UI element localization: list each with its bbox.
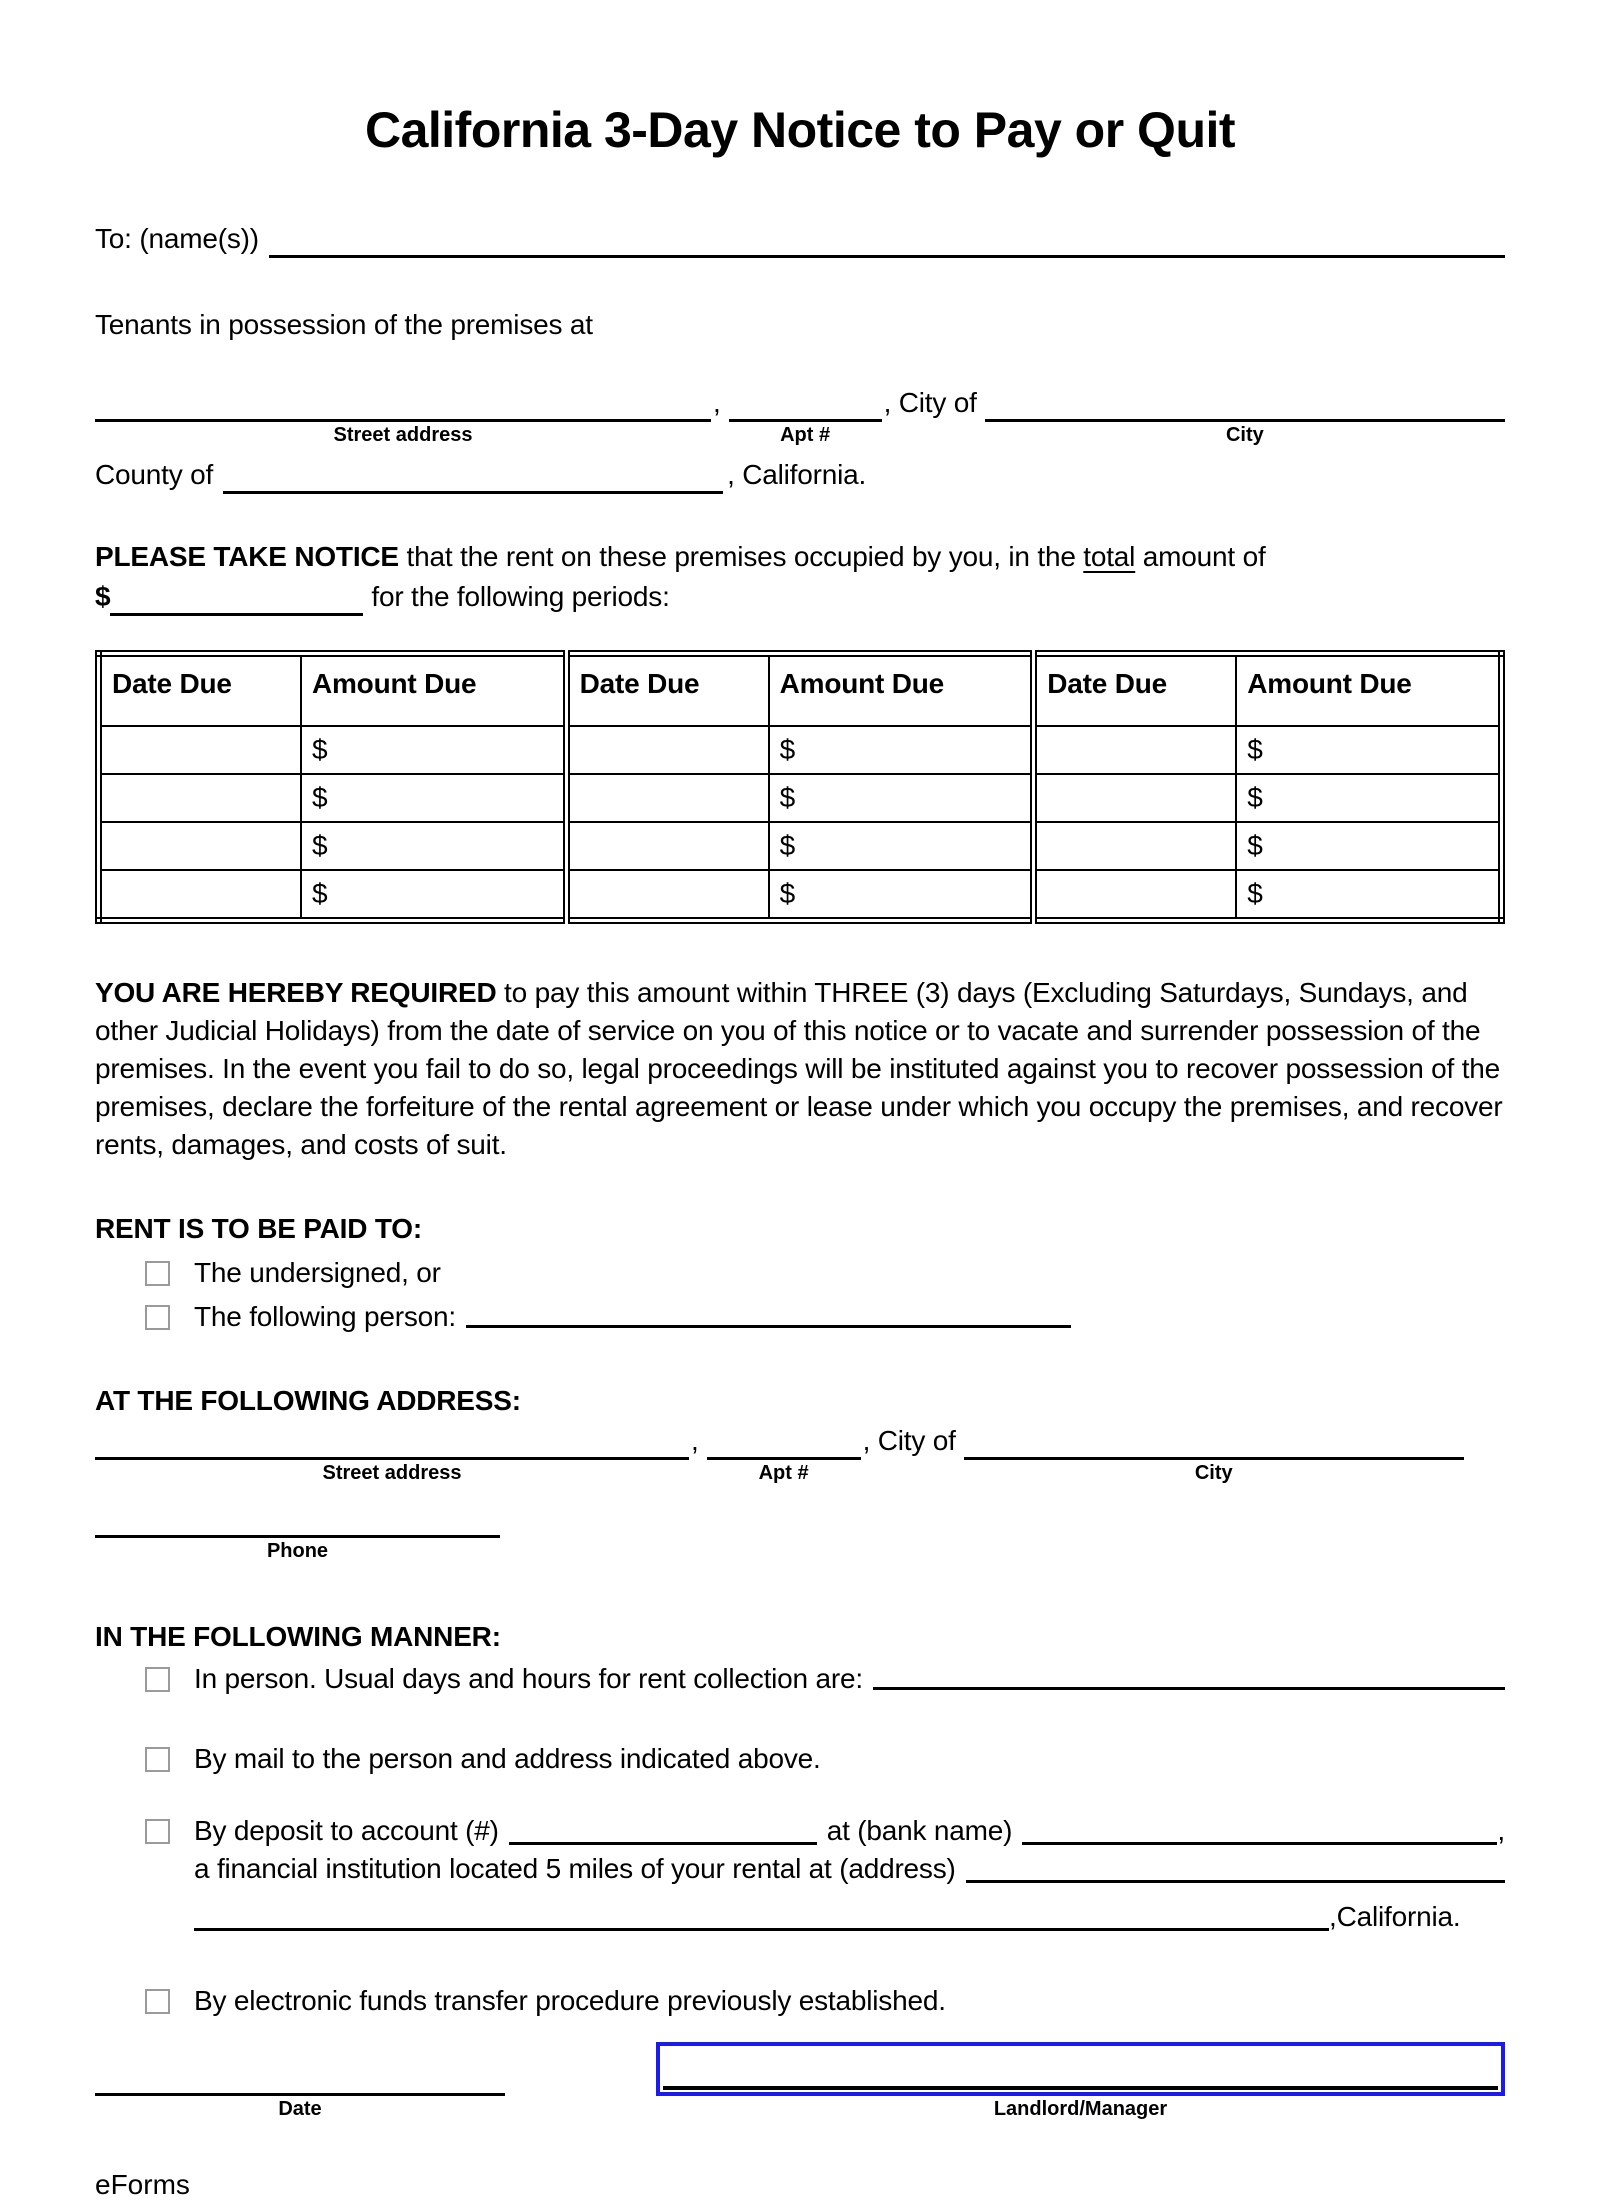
undersigned-checkbox[interactable] (145, 1261, 170, 1286)
header-date-due-1: Date Due (99, 654, 301, 727)
to-names-label: To: (name(s)) (95, 223, 259, 254)
please-take-notice-tail: amount of (1135, 541, 1266, 572)
payment-apt-field (707, 1426, 861, 1488)
by-mail-label: By mail to the person and address indicated above. (194, 1743, 821, 1774)
following-person-blank[interactable] (466, 1298, 1071, 1328)
notice-form-page (0, 100, 1600, 2200)
following-person-checkbox[interactable] (145, 1305, 170, 1330)
amount-due-cell[interactable]: $ (769, 774, 1034, 822)
landlord-signature-line (663, 2086, 1498, 2090)
payment-city-label: City (1194, 1462, 1233, 1484)
page-title: California 3-Day Notice to Pay or Quit (364, 102, 1236, 158)
tenants-line: Tenants in possession of the premises at (95, 309, 593, 340)
to-names-row (95, 220, 1505, 258)
landlord-label: Landlord/Manager (993, 2098, 1168, 2120)
by-deposit-body (194, 1812, 1505, 1936)
county-blank[interactable] (223, 464, 723, 494)
payment-city-of-label: , City of (862, 1425, 956, 1456)
amount-due-cell[interactable]: $ (769, 822, 1034, 870)
please-take-notice-lead: PLEASE TAKE NOTICE (95, 541, 399, 572)
rent-periods-table (95, 650, 1505, 924)
option-by-mail (145, 1740, 1505, 1778)
table-row (99, 822, 1502, 870)
table-row (99, 726, 1502, 774)
date-due-cell[interactable] (566, 822, 768, 870)
amount-due-cell[interactable]: $ (301, 774, 566, 822)
premises-address-row (95, 384, 1505, 450)
california-label: , California. (727, 459, 867, 490)
date-due-cell[interactable] (99, 774, 301, 822)
at-address-heading: AT THE FOLLOWING ADDRESS: (95, 1385, 521, 1416)
deposit-line-3 (194, 1898, 1505, 1936)
amount-due-cell[interactable]: $ (769, 726, 1034, 774)
rent-paid-to-heading: RENT IS TO BE PAID TO: (95, 1213, 422, 1244)
header-date-due-3: Date Due (1034, 654, 1236, 727)
premises-street-blank[interactable] (95, 388, 711, 422)
table-row (99, 774, 1502, 822)
date-due-cell[interactable] (566, 870, 768, 921)
premises-street-field (95, 388, 711, 450)
table-row (99, 870, 1502, 921)
deposit-line-1 (194, 1812, 1505, 1850)
payment-apt-blank[interactable] (707, 1426, 861, 1460)
date-due-cell[interactable] (1034, 870, 1236, 921)
premises-city-label: City (1225, 424, 1264, 446)
date-due-cell[interactable] (566, 726, 768, 774)
following-person-label: The following person: (194, 1301, 456, 1332)
hereby-required-paragraph (95, 974, 1505, 1164)
undersigned-label: The undersigned, or (194, 1257, 441, 1288)
periods-label: for the following periods: (371, 581, 670, 612)
payment-apt-label: Apt # (758, 1462, 809, 1484)
please-take-notice-mid: that the rent on these premises occupied by you, in the (398, 541, 1084, 572)
amount-due-cell[interactable]: $ (769, 870, 1034, 921)
in-person-checkbox[interactable] (145, 1667, 170, 1692)
total-amount-blank[interactable] (110, 588, 363, 616)
deposit-bank-label: at (bank name) (826, 1815, 1013, 1846)
header-amount-due-3: Amount Due (1236, 654, 1501, 727)
amount-due-cell[interactable]: $ (301, 822, 566, 870)
option-undersigned (145, 1254, 1505, 1292)
payment-street-blank[interactable] (95, 1426, 689, 1460)
phone-blank[interactable] (95, 1504, 500, 1538)
date-due-cell[interactable] (1034, 774, 1236, 822)
by-mail-checkbox[interactable] (145, 1747, 170, 1772)
payment-city-field (964, 1426, 1464, 1488)
amount-due-cell[interactable]: $ (301, 870, 566, 921)
eforms-logo: eForms (95, 2169, 190, 2200)
option-in-person (145, 1660, 1505, 1698)
date-label: Date (278, 2098, 322, 2120)
amount-due-cell[interactable]: $ (1236, 870, 1501, 921)
deposit-line-2 (194, 1850, 1505, 1888)
header-amount-due-1: Amount Due (301, 654, 566, 727)
premises-apt-label: Apt # (780, 424, 831, 446)
hereby-required-lead: YOU ARE HEREBY REQUIRED (95, 977, 497, 1008)
option-by-deposit (145, 1812, 1505, 1936)
date-due-cell[interactable] (99, 870, 301, 921)
payment-address-row (95, 1422, 1505, 1488)
header-date-due-2: Date Due (566, 654, 768, 727)
premises-city-of-label: , City of (883, 387, 977, 418)
deposit-account-label: By deposit to account (#) (194, 1815, 499, 1846)
date-blank[interactable] (95, 2062, 505, 2096)
header-amount-due-2: Amount Due (769, 654, 1034, 727)
dollar-sign: $ (95, 581, 111, 612)
deposit-comma: , (1497, 1815, 1505, 1846)
county-label: County of (95, 459, 214, 490)
premises-apt-blank[interactable] (729, 388, 882, 422)
signature-row (95, 2042, 1505, 2124)
payment-city-blank[interactable] (964, 1426, 1464, 1460)
amount-due-cell[interactable]: $ (301, 726, 566, 774)
option-electronic-transfer (145, 1982, 1505, 2020)
date-due-cell[interactable] (99, 726, 301, 774)
deposit-california-label: ,California. (1329, 1901, 1461, 1932)
landlord-signature-box[interactable] (656, 2042, 1505, 2096)
county-row (95, 456, 1505, 494)
date-due-cell[interactable] (1034, 822, 1236, 870)
deposit-account-blank[interactable] (509, 1815, 817, 1845)
premises-apt-field (729, 388, 882, 450)
please-take-notice-paragraph (95, 538, 1505, 576)
deposit-address-blank-2[interactable] (194, 1901, 1329, 1931)
table-header-row (99, 654, 1502, 727)
payment-street-field (95, 1426, 689, 1488)
amount-due-cell[interactable]: $ (1236, 774, 1501, 822)
electronic-transfer-checkbox[interactable] (145, 1989, 170, 2014)
to-names-blank[interactable] (269, 228, 1505, 258)
payment-street-label: Street address (322, 1462, 462, 1484)
premises-city-field (985, 388, 1505, 450)
date-due-cell[interactable] (99, 822, 301, 870)
in-person-label: In person. Usual days and hours for rent collection are: (194, 1663, 863, 1694)
total-underlined-word: total (1083, 541, 1136, 572)
premises-street-label: Street address (333, 424, 473, 446)
landlord-signature-field (656, 2042, 1505, 2124)
amount-due-cell[interactable]: $ (1236, 822, 1501, 870)
premises-city-blank[interactable] (985, 388, 1505, 422)
total-amount-row (95, 578, 1505, 616)
electronic-transfer-label: By electronic funds transfer procedure previously established. (194, 1985, 946, 2016)
deposit-institution-label: a financial institution located 5 miles of your rental at (address) (194, 1853, 956, 1884)
date-due-cell[interactable] (566, 774, 768, 822)
phone-field (95, 1504, 500, 1566)
hereby-required-body: to pay this amount within THREE (3) days (Excluding Saturdays, Sundays, and other Judicial Holidays) from the date of service on you of this notice or to vacate and surrender possession of the premises. In the event you fail to do so, legal proceedings will be instituted against you to recover possession of the premises, declare the forfeiture of the rental agreement or lease under which you occupy the premises, and recover rents, damages, and costs of suit. (95, 977, 1503, 1160)
amount-due-cell[interactable]: $ (1236, 726, 1501, 774)
option-following-person (145, 1298, 1505, 1336)
manner-heading: IN THE FOLLOWING MANNER: (95, 1621, 501, 1652)
in-person-hours-blank[interactable] (873, 1660, 1505, 1690)
by-deposit-checkbox[interactable] (145, 1819, 170, 1844)
payment-comma: , (691, 1425, 699, 1456)
date-due-cell[interactable] (1034, 726, 1236, 774)
phone-label: Phone (266, 1540, 329, 1562)
premises-comma: , (713, 387, 721, 418)
deposit-address-blank[interactable] (966, 1853, 1505, 1883)
deposit-bank-blank[interactable] (1022, 1815, 1497, 1845)
date-field (95, 2062, 505, 2124)
